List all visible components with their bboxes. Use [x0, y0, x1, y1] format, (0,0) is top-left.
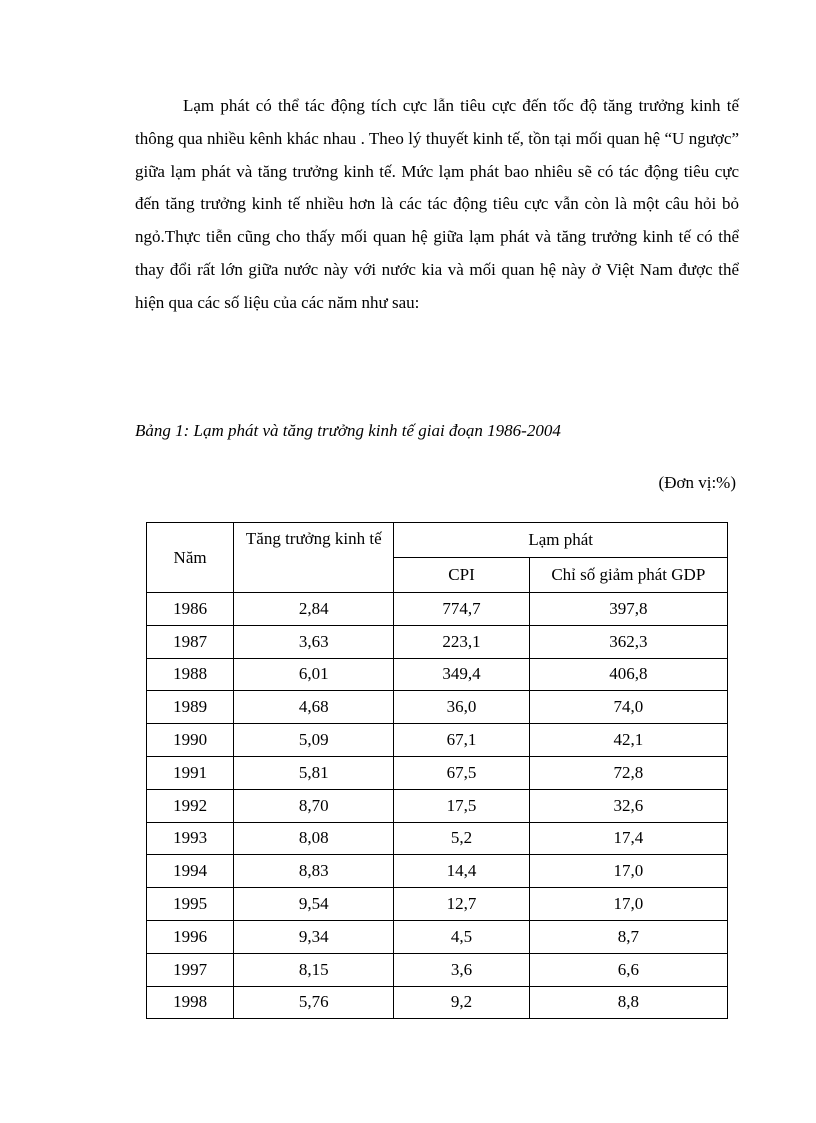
cell-growth: 8,15 — [234, 953, 394, 986]
cell-growth: 9,54 — [234, 888, 394, 921]
cell-gdp: 8,8 — [529, 986, 727, 1019]
unit-label: (Đơn vị:%) — [658, 473, 736, 492]
table-row — [147, 724, 728, 757]
cell-year: 1987 — [147, 625, 234, 658]
cell-gdp: 17,0 — [529, 888, 727, 921]
table-row — [147, 855, 728, 888]
cell-growth: 4,68 — [234, 691, 394, 724]
table-row — [147, 822, 728, 855]
cell-cpi: 17,5 — [394, 789, 529, 822]
header-growth: Tăng trưởng kinh tế — [234, 523, 394, 593]
cell-growth: 9,34 — [234, 920, 394, 953]
cell-gdp: 406,8 — [529, 658, 727, 691]
cell-year: 1989 — [147, 691, 234, 724]
table-row — [147, 658, 728, 691]
cell-cpi: 4,5 — [394, 920, 529, 953]
cell-cpi: 223,1 — [394, 625, 529, 658]
header-year: Năm — [147, 523, 234, 593]
table-row — [147, 756, 728, 789]
cell-cpi: 349,4 — [394, 658, 529, 691]
table-header-row — [147, 523, 728, 558]
cell-growth: 8,83 — [234, 855, 394, 888]
cell-cpi: 36,0 — [394, 691, 529, 724]
cell-year: 1997 — [147, 953, 234, 986]
cell-year: 1990 — [147, 724, 234, 757]
table-row — [147, 986, 728, 1019]
cell-gdp: 32,6 — [529, 789, 727, 822]
header-inflation: Lạm phát — [394, 523, 728, 558]
cell-cpi: 5,2 — [394, 822, 529, 855]
cell-year: 1998 — [147, 986, 234, 1019]
cell-gdp: 362,3 — [529, 625, 727, 658]
cell-growth: 5,81 — [234, 756, 394, 789]
cell-gdp: 42,1 — [529, 724, 727, 757]
cell-year: 1986 — [147, 593, 234, 626]
table-row — [147, 953, 728, 986]
cell-year: 1988 — [147, 658, 234, 691]
cell-year: 1992 — [147, 789, 234, 822]
cell-growth: 6,01 — [234, 658, 394, 691]
cell-growth: 3,63 — [234, 625, 394, 658]
cell-growth: 8,08 — [234, 822, 394, 855]
cell-cpi: 3,6 — [394, 953, 529, 986]
cell-cpi: 12,7 — [394, 888, 529, 921]
table-row — [147, 691, 728, 724]
cell-growth: 5,76 — [234, 986, 394, 1019]
cell-cpi: 67,5 — [394, 756, 529, 789]
cell-growth: 2,84 — [234, 593, 394, 626]
table-row — [147, 888, 728, 921]
cell-gdp: 17,4 — [529, 822, 727, 855]
cell-growth: 8,70 — [234, 789, 394, 822]
cell-gdp: 6,6 — [529, 953, 727, 986]
body-paragraph: Lạm phát có thể tác động tích cực lẫn tiêu cực đến tốc độ tăng trưởng kinh tế thông qua nhiều kênh khác nhau . Theo lý thuyết kinh tế, tồn tại mối quan hệ “U ngược” giữa lạm phát và tăng trưởng kinh tế. Mức lạm phát bao nhiêu sẽ có tác động tiêu cực đến tăng trưởng kinh tế nhiều hơn là các tác động tiêu cực vẫn còn là một câu hỏi bỏ ngỏ.Thực tiễn cũng cho thấy mối quan hệ giữa lạm phát và tăng trưởng kinh tế có thể thay đổi rất lớn giữa nước này với nước kia và mối quan hệ này ở Việt Nam được thể hiện qua các số liệu của các năm như sau: — [135, 96, 739, 312]
cell-year: 1994 — [147, 855, 234, 888]
cell-cpi: 67,1 — [394, 724, 529, 757]
table-row — [147, 920, 728, 953]
header-gdp-deflator: Chỉ số giảm phát GDP — [529, 558, 727, 593]
cell-cpi: 9,2 — [394, 986, 529, 1019]
cell-gdp: 17,0 — [529, 855, 727, 888]
cell-year: 1995 — [147, 888, 234, 921]
table-row — [147, 625, 728, 658]
cell-growth: 5,09 — [234, 724, 394, 757]
cell-gdp: 72,8 — [529, 756, 727, 789]
cell-year: 1993 — [147, 822, 234, 855]
cell-gdp: 397,8 — [529, 593, 727, 626]
cell-year: 1991 — [147, 756, 234, 789]
table-row — [147, 789, 728, 822]
table-caption: Bảng 1: Lạm phát và tăng trưởng kinh tế giai đoạn 1986-2004 — [135, 421, 561, 440]
table-row — [147, 593, 728, 626]
inflation-growth-table — [146, 522, 728, 1019]
header-cpi: CPI — [394, 558, 529, 593]
cell-year: 1996 — [147, 920, 234, 953]
cell-gdp: 74,0 — [529, 691, 727, 724]
cell-cpi: 14,4 — [394, 855, 529, 888]
cell-cpi: 774,7 — [394, 593, 529, 626]
cell-gdp: 8,7 — [529, 920, 727, 953]
